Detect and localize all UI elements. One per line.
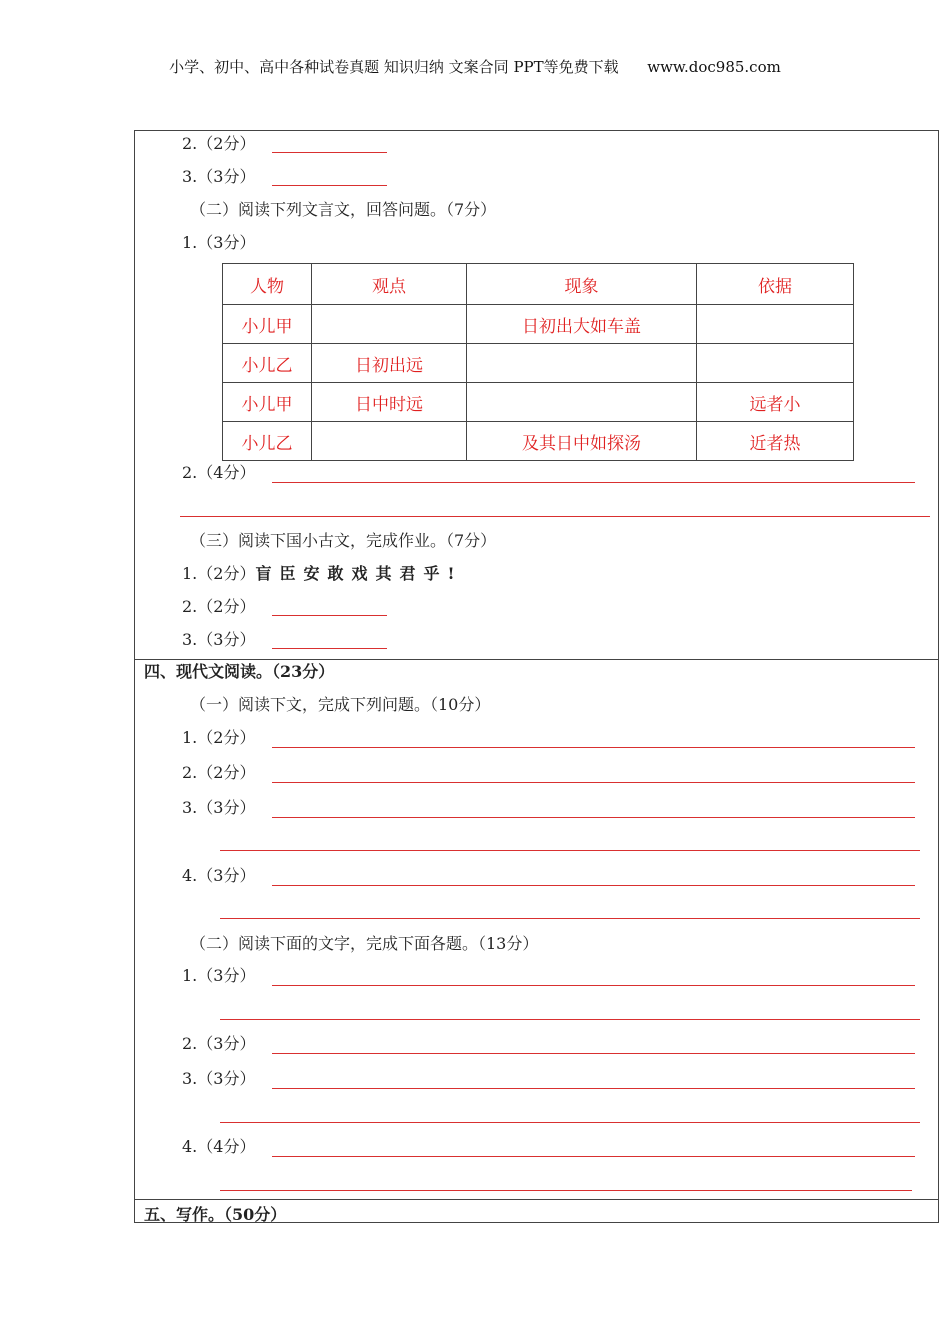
- section-divider: [135, 659, 938, 660]
- table-cell[interactable]: [467, 344, 697, 383]
- answer-line[interactable]: [272, 1156, 915, 1157]
- question-label: 4.（4分）: [182, 1137, 256, 1156]
- table-cell: 及其日中如探汤: [467, 422, 697, 461]
- answer-line[interactable]: [272, 152, 387, 153]
- question-label: 1.（3分）: [182, 233, 256, 252]
- table-row: [223, 422, 854, 461]
- question-label: 2.（4分）: [182, 463, 256, 482]
- question-label: 3.（3分）: [182, 1069, 256, 1088]
- subsection-title: （三）阅读下国小古文，完成作业。（7分）: [190, 531, 497, 550]
- table-cell[interactable]: [312, 305, 467, 344]
- answer-line[interactable]: [272, 885, 915, 886]
- table-cell[interactable]: [697, 305, 854, 344]
- question-label: 3.（3分）: [182, 630, 256, 649]
- table-header-cell: 依据: [697, 264, 854, 305]
- answer-line[interactable]: [272, 185, 387, 186]
- table-cell: 日初出大如车盖: [467, 305, 697, 344]
- table-row: [223, 344, 854, 383]
- answer-line[interactable]: [272, 1053, 915, 1054]
- question-label: 4.（3分）: [182, 866, 256, 885]
- table-row: [223, 305, 854, 344]
- table-cell: 小儿甲: [223, 383, 312, 422]
- question-label: [182, 564, 462, 584]
- question-label: 3.（3分）: [182, 798, 256, 817]
- table-cell: 小儿乙: [223, 422, 312, 461]
- answer-line[interactable]: [220, 1122, 920, 1123]
- table-header-row: [223, 264, 854, 305]
- table-header-cell: 现象: [467, 264, 697, 305]
- section-divider: [135, 1199, 938, 1200]
- answer-line[interactable]: [272, 615, 387, 616]
- table-cell: 远者小: [697, 383, 854, 422]
- question-label: 2.（2分）: [182, 763, 256, 782]
- table-cell: 近者热: [697, 422, 854, 461]
- table-cell[interactable]: [697, 344, 854, 383]
- page-header: 小学、初中、高中各种试卷真题 知识归纳 文案合同 PPT等免费下载 www.doc985.com: [169, 58, 781, 76]
- subsection-title: （二）阅读下列文言文，回答问题。（7分）: [190, 200, 497, 219]
- question-number: 1.（2分）: [182, 564, 256, 583]
- table-header-cell: 观点: [312, 264, 467, 305]
- answer-line[interactable]: [272, 482, 915, 483]
- question-label: 2.（2分）: [182, 134, 256, 153]
- answer-line[interactable]: [220, 1190, 912, 1191]
- table-header-cell: 人物: [223, 264, 312, 305]
- table-cell[interactable]: [467, 383, 697, 422]
- answer-line[interactable]: [272, 817, 915, 818]
- table-row: [223, 383, 854, 422]
- answer-text: 盲臣安敢戏其君乎!: [255, 564, 463, 583]
- answer-line[interactable]: [272, 985, 915, 986]
- answer-line[interactable]: [272, 648, 387, 649]
- answer-line[interactable]: [272, 782, 915, 783]
- answer-line[interactable]: [180, 516, 930, 517]
- table-cell: 小儿乙: [223, 344, 312, 383]
- table-cell: 日初出远: [312, 344, 467, 383]
- section-title: 四、现代文阅读。（23分）: [144, 662, 335, 681]
- table-cell: 日中时远: [312, 383, 467, 422]
- question-label: 1.（3分）: [182, 966, 256, 985]
- answer-line[interactable]: [220, 850, 920, 851]
- answer-line[interactable]: [220, 918, 920, 919]
- answer-line[interactable]: [272, 1088, 915, 1089]
- subsection-title: （一）阅读下文，完成下列问题。（10分）: [190, 695, 491, 714]
- question-label: 2.（3分）: [182, 1034, 256, 1053]
- subsection-title: （二）阅读下面的文字，完成下面各题。（13分）: [190, 934, 539, 953]
- section-title: 五、写作。（50分）: [144, 1205, 287, 1224]
- table-cell: 小儿甲: [223, 305, 312, 344]
- question-label: 1.（2分）: [182, 728, 256, 747]
- answer-line[interactable]: [272, 747, 915, 748]
- table-cell[interactable]: [312, 422, 467, 461]
- question-label: 2.（2分）: [182, 597, 256, 616]
- answer-line[interactable]: [220, 1019, 920, 1020]
- question-label: 3.（3分）: [182, 167, 256, 186]
- answer-table: [222, 263, 854, 461]
